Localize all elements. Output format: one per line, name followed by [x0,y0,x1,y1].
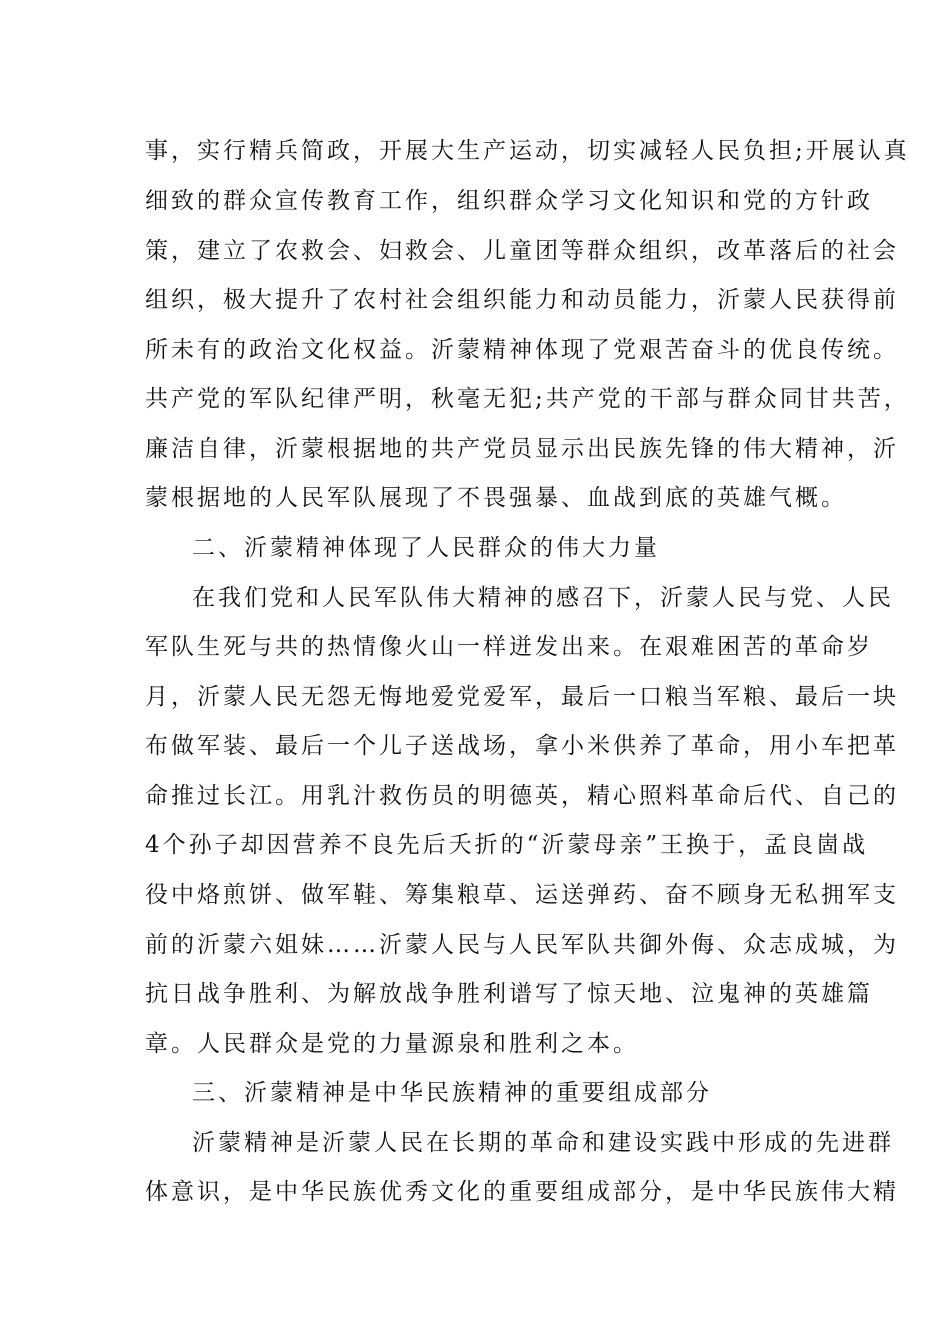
text-line: 蒙根据地的人民军队展现了不畏强暴、血战到底的英雄气概。 [145,485,847,511]
text-line: 章。人民群众是党的力量源泉和胜利之本。 [145,1031,639,1057]
text-line: 布做军装、最后一个儿子送战场，拿小米供养了革命，用小车把革 [145,733,899,759]
text-line: 廉洁自律，沂蒙根据地的共产党员显示出民族先锋的伟大精神，沂 [145,436,899,462]
text-line: 策，建立了农救会、妇救会、儿童团等群众组织，改革落后的社会 [145,238,899,264]
text-line: 组织，极大提升了农村社会组织能力和动员能力，沂蒙人民获得前 [145,287,899,313]
text-line: 体意识，是中华民族优秀文化的重要组成部分，是中华民族伟大精 [145,1179,899,1205]
text-line: 沂蒙精神是沂蒙人民在长期的革命和建设实践中形成的先进群 [192,1130,894,1156]
text-line: 军队生死与共的热情像火山一样迸发出来。在艰难困苦的革命岁 [145,634,873,660]
text-line: 细致的群众宣传教育工作，组织群众学习文化知识和党的方针政 [145,188,873,214]
text-line: 命推过长江。用乳汁救伤员的明德英，精心照料革命后代、自己的 [145,783,899,809]
text-line: 在我们党和人民军队伟大精神的感召下，沂蒙人民与党、人民 [192,585,894,611]
text-line: 前的沂蒙六姐妹……沂蒙人民与人民军队共御外侮、众志成城，为 [145,932,899,958]
text-line: 共产党的军队纪律严明，秋毫无犯;共产党的干部与群众同甘共苦， [145,386,910,412]
section-heading: 二、沂蒙精神体现了人民群众的伟大力量 [192,535,660,561]
text-line: 抗日战争胜利、为解放战争胜利谱写了惊天地、泣鬼神的英雄篇 [145,981,873,1007]
text-line: 4个孙子却因营养不良先后夭折的“沂蒙母亲”王换于，孟良崮战 [145,832,869,858]
text-line: 月，沂蒙人民无怨无悔地爱党爱军，最后一口粮当军粮、最后一块 [145,684,899,710]
text-line: 所未有的政治文化权益。沂蒙精神体现了党艰苦奋斗的优良传统。 [145,337,899,363]
section-heading: 三、沂蒙精神是中华民族精神的重要组成部分 [192,1080,712,1106]
text-line: 事，实行精兵简政，开展大生产运动，切实减轻人民负担;开展认真 [145,138,910,164]
text-line: 役中烙煎饼、做军鞋、筹集粮草、运送弹药、奋不顾身无私拥军支 [145,882,899,908]
